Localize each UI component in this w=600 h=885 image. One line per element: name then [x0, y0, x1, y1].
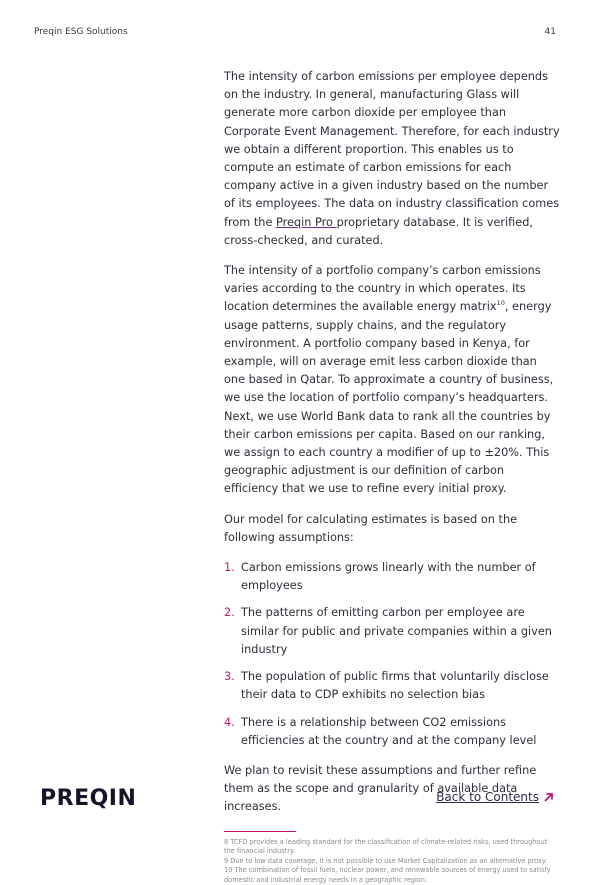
footnote-9: 9 Due to low data coverage, it is not possible to use Market Capitalization as an alternative proxy.: [224, 856, 548, 865]
main-content: [224, 68, 560, 885]
p1-text-after: proprietary database. It is verified, cross-checked, and curated.: [224, 215, 533, 247]
assumptions-list: [224, 559, 560, 750]
p2-text-before: The intensity of a portfolio company’s carbon emissions varies according to the country in which operates. Its location determines the available energy matrix: [224, 264, 541, 314]
list-item: [224, 559, 560, 595]
list-item: [224, 668, 560, 704]
list-item: [224, 604, 560, 659]
list-number: 4.: [224, 715, 235, 729]
back-to-contents-label: Back to Contents: [436, 790, 539, 804]
footnote-10: 10 The combination of fossil fuels, nuclear power, and renewable sources of energy used to satisfy domestic and industrial energy needs in a geographic region.: [224, 866, 551, 884]
list-number: 2.: [224, 606, 235, 620]
p2-text-after: , energy usage patterns, supply chains, and the regulatory environment. A portfolio company based in Kenya, for example, will on average emit less carbon dioxide than one based in Qatar. To approximate a country of business, we use the location of portfolio company’s headquarters. Next, we use World Bank data to rank all the countries by their carbon emissions per capita. Based on our ranking, we assign to each country a modifier of up to ±20%. This geographic adjustment is our definition of carbon efficiency that we use to refine every initial proxy.: [224, 300, 554, 496]
paragraph-industry-intensity: [224, 68, 560, 250]
list-number: 1.: [224, 561, 235, 575]
preqin-pro-link[interactable]: Preqin Pro: [276, 215, 337, 229]
paragraph-country-intensity: [224, 262, 560, 499]
footnote-ref-10[interactable]: 10: [496, 299, 505, 308]
list-number: 3.: [224, 670, 235, 684]
list-text: The patterns of emitting carbon per employee are similar for public and private companies within a given industry: [241, 606, 552, 656]
page-number: 41: [544, 27, 556, 37]
list-text: Carbon emissions grows linearly with the number of employees: [241, 561, 536, 593]
list-item: [224, 714, 560, 750]
header-brand: Preqin ESG Solutions: [34, 27, 128, 37]
p1-text-before: The intensity of carbon emissions per employee depends on the industry. In general, manufacturing Glass will generate more carbon dioxide per employee than Corporate Event Management. Therefore, for each industry we obtain a different proportion. This enables us to compute an estimate of carbon emissions for each company active in a given industry based on the number of its employees. The data on industry classification comes from the: [224, 70, 560, 229]
preqin-logo[interactable]: PREQIN: [40, 786, 137, 811]
paragraph-revisit: We plan to revisit these assumptions and further refine them as the scope and granularity of available data increases.: [224, 763, 537, 814]
arrow-up-right-icon: [543, 792, 554, 803]
list-text: The population of public firms that voluntarily disclose their data to CDP exhibits no selection bias: [241, 670, 549, 702]
list-text: There is a relationship between CO2 emissions efficiencies at the country and at the company level: [241, 715, 537, 747]
paragraph-model-intro: Our model for calculating estimates is based on the following assumptions:: [224, 512, 518, 544]
footnote-8: 8 TCFD provides a leading standard for the classification of climate-related risks, used throughout the financial industry.: [224, 837, 548, 856]
back-to-contents-link[interactable]: [436, 790, 554, 804]
footnote-divider: [224, 831, 296, 832]
